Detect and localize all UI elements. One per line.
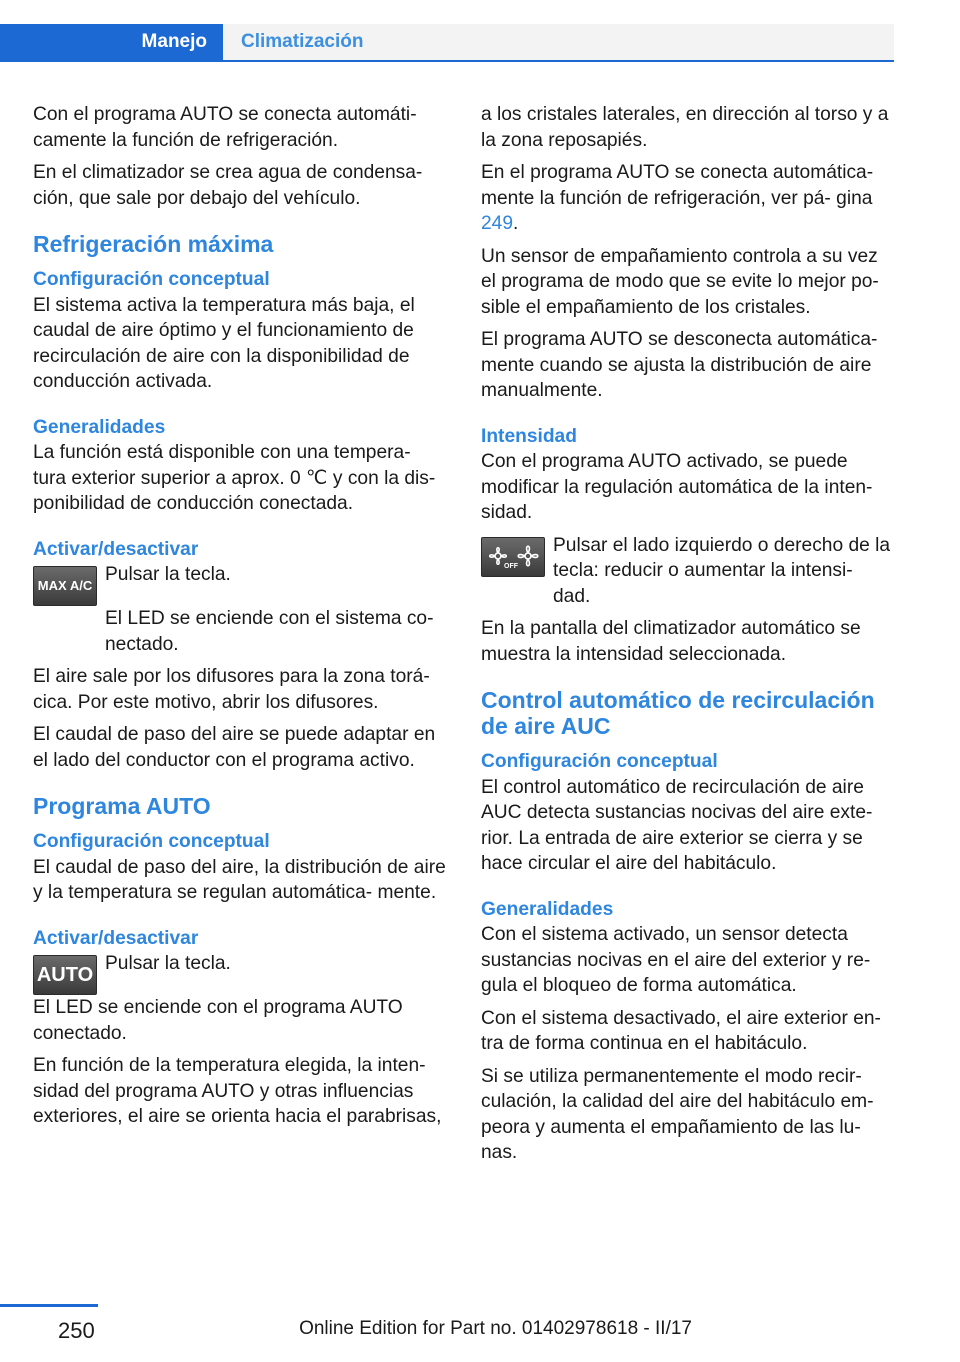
paragraph: El control automático de recirculación de aire AUC detecta sustancias nocivas del aire exte‐ rior. La entrada de aire exterior se cierra y se hace circular el aire del habitáculo. [481,776,873,874]
edition-note: Online Edition for Part no. 01402978618 - II/17 [299,1318,692,1339]
heading-auc: Control automático de recirculación de aire AUC [481,687,875,739]
paragraph: Pulsar la tecla. [105,564,231,585]
text: . [513,213,519,234]
page-number: 250 [58,1318,95,1343]
heading-refrigeracion-maxima: Refrigeración máxima [33,231,274,257]
subheading-configuracion: Configuración conceptual [33,831,270,852]
maxac-instruction [33,562,447,606]
max-ac-button-icon: MAX A/C [33,566,97,606]
left-column [33,102,447,1137]
subheading-activar: Activar/desactivar [33,927,199,949]
paragraph: El programa AUTO se desconecta automática‐ mente cuando se ajusta la distribución de aire manualmente. [481,329,878,401]
header-divider [0,60,894,62]
paragraph: El aire sale por los difusores para la zona torá‐ cica. Por este motivo, abrir los difusores. [33,666,430,713]
paragraph: El caudal de paso del aire, la distribución de aire y la temperatura se regulan automática‐ mente. [33,856,446,903]
tab-manejo[interactable]: Manejo [0,24,223,60]
paragraph: a los cristales laterales, en dirección al torso y a la zona reposapiés. [481,104,889,151]
paragraph: Con el programa AUTO activado, se puede modificar la regulación automática de la inten‐ sidad. [481,451,873,523]
paragraph: En la pantalla del climatizador automático se muestra la intensidad seleccionada. [481,618,861,665]
paragraph: El LED se enciende con el sistema co‐ nectado. [105,608,434,655]
paragraph: Si se utiliza permanentemente el modo recir‐ culación, la calidad del aire del habitáculo em‐ peora y aumenta el empañamiento de las lu‐ nas. [481,1065,874,1163]
paragraph: Pulsar el lado izquierdo o derecho de la tecla: reducir o aumentar la intensi‐ dad. [553,534,891,607]
subheading-configuracion: Configuración conceptual [481,751,718,772]
auto-instruction [33,951,447,995]
header-tabs [0,24,894,62]
right-column [481,102,895,1173]
paragraph: Pulsar la tecla. [105,953,231,974]
paragraph: En función de la temperatura elegida, la inten‐ sidad del programa AUTO y otras influencias exteriores, el aire se orienta hacia el parabrisas, [33,1055,442,1127]
paragraph: El caudal de paso del aire se puede adaptar en el lado del conductor con el programa activo. [33,724,436,771]
subheading-generalidades: Generalidades [481,898,614,920]
subheading-intensidad: Intensidad [481,425,577,447]
text: En el programa AUTO se conecta automática‐ mente la función de refrigeración, ver pá‐ gina [481,162,874,209]
subheading-configuracion: Configuración conceptual [33,269,270,290]
paragraph: En el climatizador se crea agua de condensa‐ ción, que sale por debajo del vehículo. [33,162,423,209]
intensity-instruction [481,533,895,610]
paragraph: El LED se enciende con el programa AUTO conectado. [33,997,403,1044]
subheading-generalidades: Generalidades [33,416,166,438]
paragraph: El sistema activa la temperatura más baja, el caudal de aire óptimo y el funcionamiento de recirculación de aire con la disponibilidad de conducción activada. [33,294,415,392]
auto-button-icon: AUTO [33,955,97,995]
footer-divider [0,1304,98,1307]
fan-off-icon [481,537,545,577]
paragraph [481,160,895,237]
paragraph: Un sensor de empañamiento controla a su vez el programa de modo que se evite lo mejor po‐ sible el empañamiento de los cristales. [481,245,879,318]
paragraph: La función está disponible con una tempera‐ tura exterior superior a aprox. 0 ℃ y con la dis‐ ponibilidad de conducción conectada. [33,442,436,514]
page-link[interactable]: 249 [481,213,514,234]
paragraph: Con el sistema desactivado, el aire exterior en‐ tra de forma continua en el habitáculo. [481,1007,881,1054]
tab-climatizacion[interactable]: Climatización [223,24,894,60]
heading-programa-auto: Programa AUTO [33,793,211,819]
paragraph: Con el sistema activado, un sensor detecta sustancias nocivas en el aire del exterior y re‐ gula el bloqueo de forma automática. [481,924,871,996]
subheading-activar: Activar/desactivar [33,538,199,560]
svg-text:OFF: OFF [504,562,518,570]
paragraph: Con el programa AUTO se conecta automáti‐ camente la función de refrigeración. [33,104,417,151]
